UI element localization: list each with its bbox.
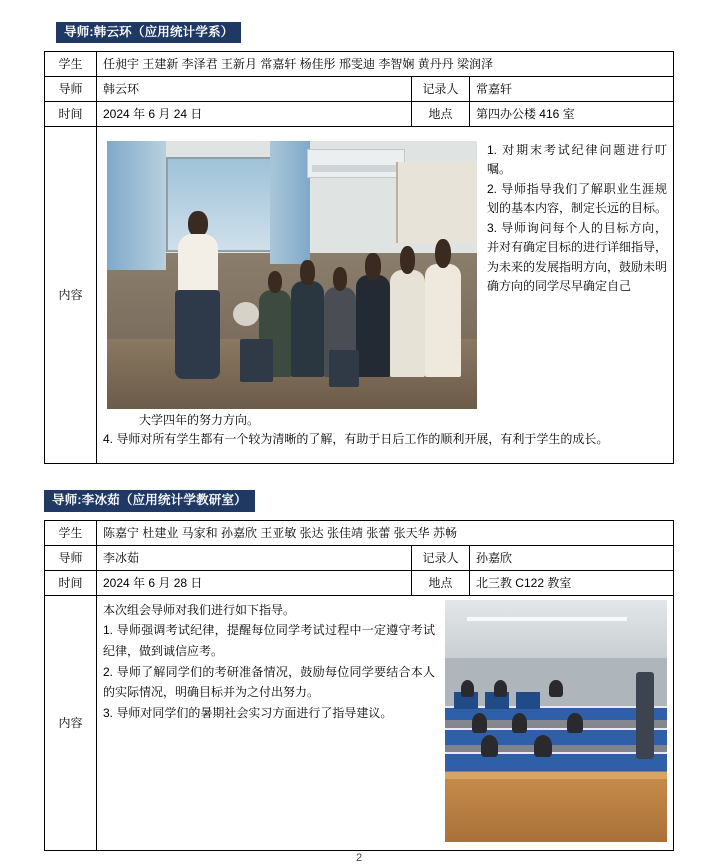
students-label-2: 学生	[45, 520, 97, 545]
content-1-continuation: 大学四年的努力方向。	[139, 412, 260, 427]
advisor-value-1: 韩云环	[97, 77, 412, 102]
lecture-hall-meeting-photo	[445, 600, 667, 842]
content-1-item-1: 1. 对期末考试纪律问题进行叮嘱。	[487, 142, 667, 177]
table-row	[45, 77, 674, 102]
time-label-1: 时间	[45, 102, 97, 127]
seated-students-group	[255, 232, 470, 377]
classroom-group-discussion-photo	[107, 141, 477, 409]
section-1-title: 导师:韩云环（应用统计学系）	[56, 22, 241, 43]
content-label-1: 内容	[45, 127, 97, 464]
content-1-item-4: 4. 导师对所有学生都有一个较为清晰的了解，有助于日后工作的顺利开展，有利于学生的成长。	[103, 432, 609, 447]
place-label-1: 地点	[411, 102, 469, 127]
advisor-record-section-1	[44, 22, 674, 464]
content-cell-1	[97, 127, 674, 464]
time-value-1: 2024 年 6 月 24 日	[97, 102, 412, 127]
content-1-below-column	[103, 411, 667, 450]
content-cell-2	[97, 595, 674, 850]
person-standing	[166, 211, 229, 388]
place-value-2: 北三教 C122 教室	[469, 570, 673, 595]
content-1-item-3: 3. 导师询问每个人的目标方向，并对有确定目标的进行详细指导，为未来的发展指明方向，鼓励未明确方向的同学尽早确定自己	[487, 220, 667, 293]
time-label-2: 时间	[45, 570, 97, 595]
table-row	[45, 570, 674, 595]
table-row	[45, 127, 674, 464]
table-row	[45, 520, 674, 545]
time-value-2: 2024 年 6 月 28 日	[97, 570, 412, 595]
content-2-line-4: 3. 导师对同学们的暑期社会实习方面进行了指导建议。	[103, 705, 393, 720]
table-row	[45, 52, 674, 77]
students-value-2: 陈嘉宁 杜建业 马家和 孙嘉欣 王亚敏 张达 张佳靖 张蕾 张天华 苏畅	[97, 520, 674, 545]
place-value-1: 第四办公楼 416 室	[469, 102, 673, 127]
content-2-line-1: 本次组会导师对我们进行如下指导。	[103, 602, 296, 617]
section-2-title: 导师:李冰茹（应用统计学教研室）	[44, 490, 255, 511]
content-label-2: 内容	[45, 595, 97, 850]
recorder-label-1: 记录人	[411, 77, 469, 102]
section-1-title-wrap	[56, 22, 674, 43]
recorder-value-2: 孙嘉欣	[469, 545, 673, 570]
page-number: 2	[355, 852, 363, 864]
table-row	[45, 102, 674, 127]
table-row	[45, 545, 674, 570]
content-2-line-3: 2. 导师了解同学们的考研准备情况，鼓励每位同学要结合本人的实际情况，明确目标并为之付出努力。	[103, 664, 435, 700]
content-1-right-column	[487, 141, 667, 297]
content-2-line-2: 1. 导师强调考试纪律，提醒每位同学考试过程中一定遵守考试纪律，做到诚信应考。	[103, 623, 435, 658]
students-label-1: 学生	[45, 52, 97, 77]
record-table-1	[44, 51, 674, 464]
table-row	[45, 595, 674, 850]
recorder-label-2: 记录人	[411, 545, 469, 570]
content-1-item-2: 2. 导师指导我们了解职业生涯规划的基本内容，制定长远的目标。	[487, 181, 667, 216]
students-value-1: 任昶宇 王建新 李泽君 王新月 常嘉轩 杨佳彤 邢雯迪 李智娴 黄丹丹 梁润泽	[97, 52, 674, 77]
advisor-record-section-2	[44, 490, 674, 850]
recorder-value-1: 常嘉轩	[469, 77, 673, 102]
advisor-value-2: 李冰茹	[97, 545, 412, 570]
place-label-2: 地点	[411, 570, 469, 595]
record-table-2	[44, 520, 674, 851]
section-2-title-wrap	[44, 490, 674, 511]
advisor-label-2: 导师	[45, 545, 97, 570]
advisor-label-1: 导师	[45, 77, 97, 102]
